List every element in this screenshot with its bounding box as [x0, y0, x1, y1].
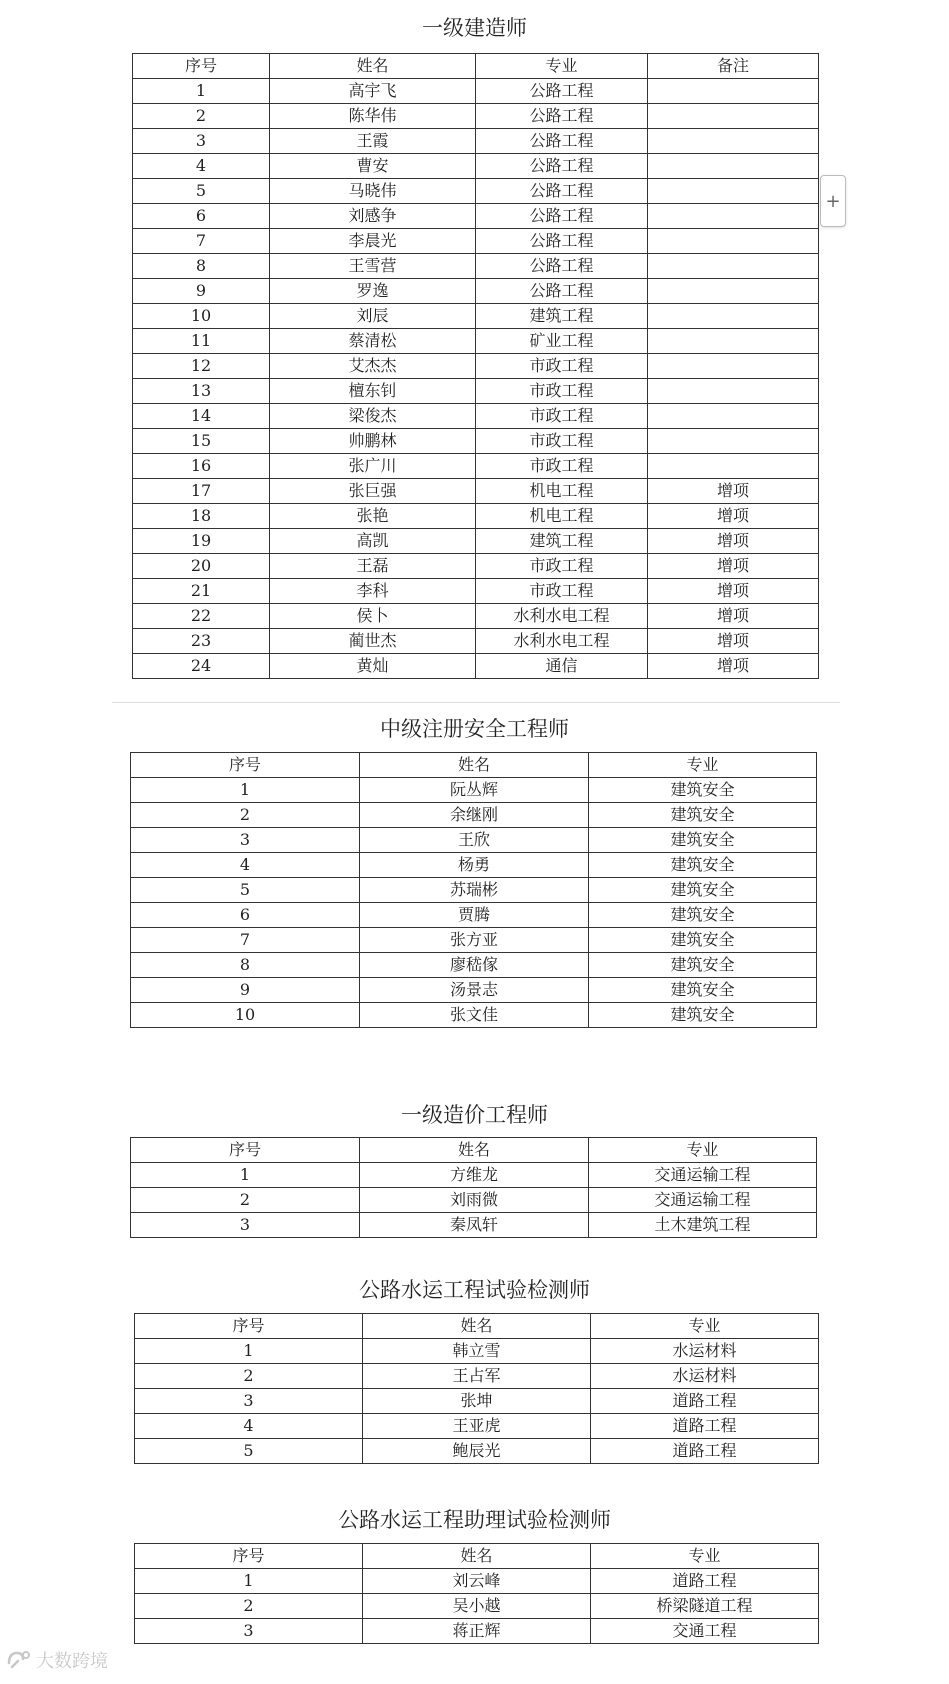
table-cell: 22: [133, 604, 270, 629]
table-cell: 公路工程: [476, 129, 648, 154]
table-row: [133, 629, 819, 654]
table-cell: [648, 279, 819, 304]
table-row: [131, 1003, 817, 1028]
table-cell: 建筑安全: [589, 828, 817, 853]
table-cell: 增项: [648, 654, 819, 679]
table-cell: 高凯: [270, 529, 476, 554]
table-row: [131, 928, 817, 953]
table-cell: 李晨光: [270, 229, 476, 254]
header-cell: 序号: [131, 753, 360, 778]
table-cell: 公路工程: [476, 79, 648, 104]
table-row: [135, 1364, 819, 1389]
table-row: [131, 953, 817, 978]
table-cell: 8: [133, 254, 270, 279]
table-cell: 2: [131, 803, 360, 828]
table-cell: 17: [133, 479, 270, 504]
table-cell: 水利水电工程: [476, 604, 648, 629]
table-cell: 贾腾: [360, 903, 589, 928]
table-row: [133, 554, 819, 579]
table-row: [133, 279, 819, 304]
table-cell: 高宇飞: [270, 79, 476, 104]
table-cell: 3: [135, 1389, 363, 1414]
table-cell: 1: [133, 79, 270, 104]
table-cell: 6: [131, 903, 360, 928]
header-cell: 序号: [135, 1314, 363, 1339]
header-cell: 序号: [135, 1544, 363, 1569]
table-cell: 建筑工程: [476, 304, 648, 329]
plus-icon: +: [825, 190, 841, 212]
table-row: [133, 429, 819, 454]
table-row: [131, 853, 817, 878]
table-cell: 3: [131, 828, 360, 853]
table-header-row: [135, 1314, 819, 1339]
table-header-row: [135, 1544, 819, 1569]
table-header-row: [131, 1138, 817, 1163]
table-cell: 张坤: [363, 1389, 591, 1414]
table-cell: 道路工程: [591, 1414, 819, 1439]
table-cell: 14: [133, 404, 270, 429]
header-cell: 姓名: [270, 54, 476, 79]
table-cell: 曹安: [270, 154, 476, 179]
table-row: [133, 604, 819, 629]
table-header-row: [133, 54, 819, 79]
table-cell: 秦凤轩: [360, 1213, 589, 1238]
table-cell: 陈华伟: [270, 104, 476, 129]
table-row: [131, 778, 817, 803]
table-cell: [648, 179, 819, 204]
table-row: [131, 803, 817, 828]
table-row: [131, 878, 817, 903]
table-cell: [648, 454, 819, 479]
table-cell: 张文佳: [360, 1003, 589, 1028]
table-cell: 通信: [476, 654, 648, 679]
table-cell: 23: [133, 629, 270, 654]
table-cell: 2: [135, 1364, 363, 1389]
table-cell: 蒋正辉: [363, 1619, 591, 1644]
table-cell: 2: [135, 1594, 363, 1619]
header-cell: 序号: [131, 1138, 360, 1163]
table-cell: 建筑安全: [589, 803, 817, 828]
table-cell: 罗逸: [270, 279, 476, 304]
table-cell: 交通运输工程: [589, 1163, 817, 1188]
table-cell: 张广川: [270, 454, 476, 479]
watermark-text: 大数跨境: [36, 1651, 108, 1672]
section-title-2: 中级注册安全工程师: [380, 717, 569, 741]
table-cell: 9: [131, 978, 360, 1003]
header-cell: 专业: [589, 753, 817, 778]
table-row: [135, 1619, 819, 1644]
table-cell: 5: [135, 1439, 363, 1464]
table-cell: 市政工程: [476, 554, 648, 579]
table-cell: 汤景志: [360, 978, 589, 1003]
table-cell: 马晓伟: [270, 179, 476, 204]
table-cell: 增项: [648, 629, 819, 654]
table-row: [133, 379, 819, 404]
table-cell: 张方亚: [360, 928, 589, 953]
table-cell: 交通运输工程: [589, 1188, 817, 1213]
table-row: [133, 654, 819, 679]
table-row: [131, 1213, 817, 1238]
table-cell: 公路工程: [476, 104, 648, 129]
table-cell: 增项: [648, 479, 819, 504]
section-title-5: 公路水运工程助理试验检测师: [338, 1508, 611, 1532]
table-cell: 建筑安全: [589, 953, 817, 978]
table-cell: 公路工程: [476, 154, 648, 179]
table-cell: 公路工程: [476, 179, 648, 204]
table-cell: 廖嵇傢: [360, 953, 589, 978]
table-row: [133, 504, 819, 529]
table-cell: [648, 354, 819, 379]
table-cell: 19: [133, 529, 270, 554]
table-row: [131, 1163, 817, 1188]
table-cell: 李科: [270, 579, 476, 604]
table-cell: 建筑安全: [589, 903, 817, 928]
table-row: [131, 903, 817, 928]
table-cell: 艾杰杰: [270, 354, 476, 379]
table-row: [135, 1569, 819, 1594]
table-header-row: [131, 753, 817, 778]
table-row: [131, 1188, 817, 1213]
table-cell: [648, 129, 819, 154]
table-yiji-jianzaoshi: [132, 53, 819, 679]
table-cell: [648, 304, 819, 329]
section-title-4: 公路水运工程试验检测师: [359, 1278, 590, 1302]
table-row: [131, 978, 817, 1003]
table-cell: [648, 404, 819, 429]
table-row: [135, 1414, 819, 1439]
table-cell: [648, 254, 819, 279]
table-cell: 15: [133, 429, 270, 454]
table-cell: 公路工程: [476, 254, 648, 279]
table-cell: 道路工程: [591, 1569, 819, 1594]
table-row: [133, 404, 819, 429]
watermark-logo-icon: [6, 1649, 32, 1671]
table-cell: 9: [133, 279, 270, 304]
table-cell: 张艳: [270, 504, 476, 529]
table-cell: [648, 154, 819, 179]
table-cell: 建筑安全: [589, 778, 817, 803]
table-cell: 6: [133, 204, 270, 229]
table-cell: 1: [135, 1339, 363, 1364]
header-cell: 姓名: [360, 753, 589, 778]
table-cell: 王雪营: [270, 254, 476, 279]
table-cell: 道路工程: [591, 1439, 819, 1464]
table-cell: 4: [131, 853, 360, 878]
header-cell: 姓名: [363, 1314, 591, 1339]
table-row: [133, 329, 819, 354]
table-cell: 增项: [648, 529, 819, 554]
add-row-button[interactable]: [820, 175, 846, 227]
table-cell: 市政工程: [476, 579, 648, 604]
table-cell: 水运材料: [591, 1339, 819, 1364]
table-cell: 余继刚: [360, 803, 589, 828]
table-cell: 3: [131, 1213, 360, 1238]
table-cell: 增项: [648, 604, 819, 629]
table-cell: 建筑安全: [589, 1003, 817, 1028]
table-cell: 机电工程: [476, 504, 648, 529]
table-row: [135, 1389, 819, 1414]
table-cell: 建筑安全: [589, 978, 817, 1003]
table-cell: 增项: [648, 554, 819, 579]
table-cell: 20: [133, 554, 270, 579]
header-cell: 姓名: [360, 1138, 589, 1163]
table-cell: 市政工程: [476, 354, 648, 379]
table-cell: [648, 79, 819, 104]
table-cell: 市政工程: [476, 404, 648, 429]
table-cell: 1: [135, 1569, 363, 1594]
table-cell: 韩立雪: [363, 1339, 591, 1364]
table-cell: 侯卜: [270, 604, 476, 629]
table-cell: 蔺世杰: [270, 629, 476, 654]
table-cell: 阮丛辉: [360, 778, 589, 803]
table-cell: 建筑安全: [589, 928, 817, 953]
table-cell: 帅鹏林: [270, 429, 476, 454]
table-cell: 10: [131, 1003, 360, 1028]
table-cell: 18: [133, 504, 270, 529]
table-cell: 刘辰: [270, 304, 476, 329]
table-cell: 7: [133, 229, 270, 254]
table-cell: 刘雨微: [360, 1188, 589, 1213]
table-cell: 7: [131, 928, 360, 953]
table-cell: 8: [131, 953, 360, 978]
table-cell: 苏瑞彬: [360, 878, 589, 903]
table-cell: 刘云峰: [363, 1569, 591, 1594]
table-cell: 桥梁隧道工程: [591, 1594, 819, 1619]
table-cell: 市政工程: [476, 454, 648, 479]
table-cell: 3: [135, 1619, 363, 1644]
table-cell: 24: [133, 654, 270, 679]
table-row: [133, 179, 819, 204]
table-cell: 蔡清松: [270, 329, 476, 354]
table-cell: [648, 204, 819, 229]
table-row: [135, 1339, 819, 1364]
header-cell: 专业: [591, 1544, 819, 1569]
table-cell: 市政工程: [476, 379, 648, 404]
table-row: [135, 1594, 819, 1619]
watermark: [6, 1647, 108, 1673]
table-cell: 增项: [648, 579, 819, 604]
table-cost-engineer: [130, 1137, 817, 1238]
table-row: [133, 229, 819, 254]
table-row: [131, 828, 817, 853]
table-row: [135, 1439, 819, 1464]
table-cell: 增项: [648, 504, 819, 529]
table-row: [133, 204, 819, 229]
table-cell: 16: [133, 454, 270, 479]
table-cell: 5: [131, 878, 360, 903]
table-row: [133, 354, 819, 379]
table-cell: [648, 229, 819, 254]
table-cell: 王占军: [363, 1364, 591, 1389]
table-cell: 市政工程: [476, 429, 648, 454]
table-cell: 矿业工程: [476, 329, 648, 354]
table-cell: 建筑工程: [476, 529, 648, 554]
table-row: [133, 154, 819, 179]
table-cell: 水运材料: [591, 1364, 819, 1389]
header-cell: 专业: [591, 1314, 819, 1339]
table-cell: 张巨强: [270, 479, 476, 504]
header-cell: 专业: [589, 1138, 817, 1163]
header-cell: 备注: [648, 54, 819, 79]
table-row: [133, 454, 819, 479]
table-cell: 机电工程: [476, 479, 648, 504]
table-test-engineer: [134, 1313, 819, 1464]
table-cell: 公路工程: [476, 229, 648, 254]
table-cell: 4: [135, 1414, 363, 1439]
table-row: [133, 104, 819, 129]
table-cell: 吴小越: [363, 1594, 591, 1619]
table-cell: 建筑安全: [589, 853, 817, 878]
table-cell: 王欣: [360, 828, 589, 853]
section-title-3: 一级造价工程师: [401, 1103, 548, 1127]
table-cell: 13: [133, 379, 270, 404]
table-cell: [648, 429, 819, 454]
table-cell: 黄灿: [270, 654, 476, 679]
table-cell: 1: [131, 778, 360, 803]
table-assistant-test-engineer: [134, 1543, 819, 1644]
table-cell: [648, 329, 819, 354]
table-cell: 12: [133, 354, 270, 379]
table-row: [133, 529, 819, 554]
table-cell: [648, 104, 819, 129]
table-cell: [648, 379, 819, 404]
table-cell: 水利水电工程: [476, 629, 648, 654]
table-cell: 土木建筑工程: [589, 1213, 817, 1238]
table-cell: 21: [133, 579, 270, 604]
table-cell: 1: [131, 1163, 360, 1188]
table-cell: 5: [133, 179, 270, 204]
table-row: [133, 254, 819, 279]
table-cell: 檀东钊: [270, 379, 476, 404]
table-cell: 王亚虎: [363, 1414, 591, 1439]
table-row: [133, 79, 819, 104]
table-safety-engineer: [130, 752, 817, 1028]
table-cell: 杨勇: [360, 853, 589, 878]
table-cell: 11: [133, 329, 270, 354]
header-cell: 姓名: [363, 1544, 591, 1569]
section-title-1: 一级建造师: [422, 16, 527, 40]
table-row: [133, 479, 819, 504]
table-cell: 梁俊杰: [270, 404, 476, 429]
page-break-divider: [112, 702, 840, 703]
table-cell: 3: [133, 129, 270, 154]
table-cell: 10: [133, 304, 270, 329]
table-cell: 建筑安全: [589, 878, 817, 903]
table-row: [133, 579, 819, 604]
header-cell: 专业: [476, 54, 648, 79]
table-cell: 王霞: [270, 129, 476, 154]
table-cell: 道路工程: [591, 1389, 819, 1414]
table-cell: 2: [131, 1188, 360, 1213]
table-cell: 4: [133, 154, 270, 179]
header-cell: 序号: [133, 54, 270, 79]
table-row: [133, 304, 819, 329]
table-cell: 方维龙: [360, 1163, 589, 1188]
table-cell: 2: [133, 104, 270, 129]
table-cell: 公路工程: [476, 204, 648, 229]
table-cell: 刘感争: [270, 204, 476, 229]
table-cell: 公路工程: [476, 279, 648, 304]
table-row: [133, 129, 819, 154]
table-cell: 交通工程: [591, 1619, 819, 1644]
table-cell: 王磊: [270, 554, 476, 579]
table-cell: 鲍辰光: [363, 1439, 591, 1464]
